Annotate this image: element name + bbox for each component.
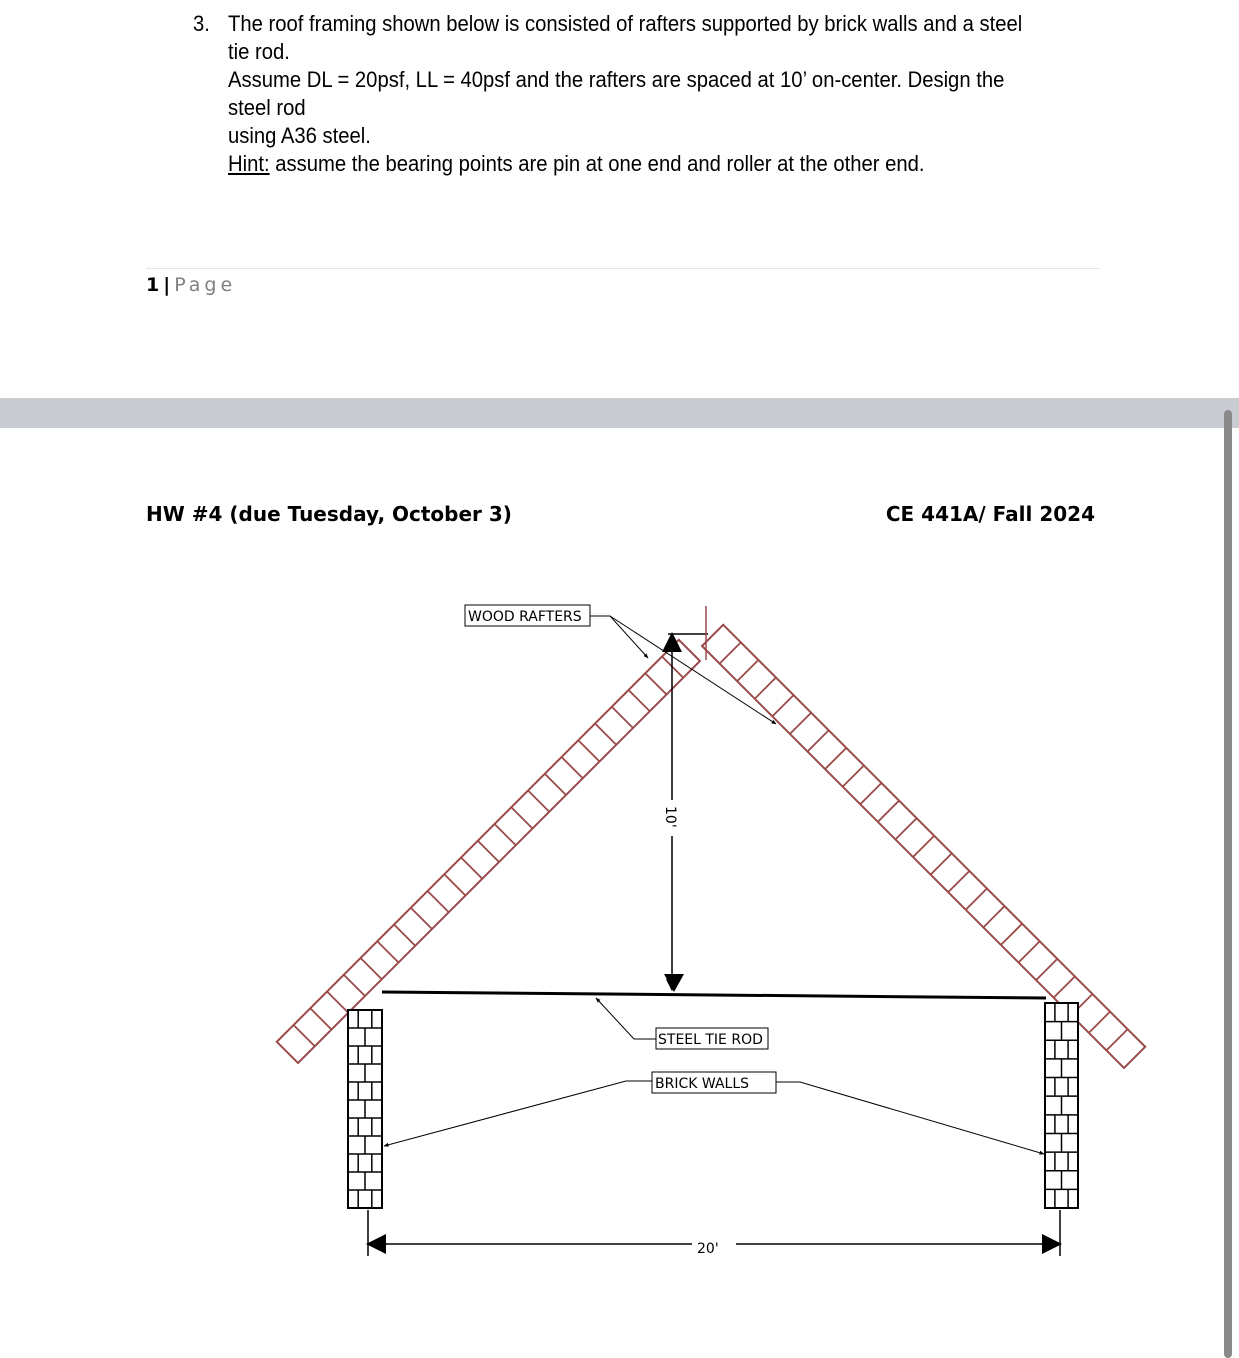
scrollbar[interactable] [1224,410,1232,1358]
span-arrow-right [1042,1234,1062,1254]
footer-separator: | [163,274,171,296]
problem-number: 3. [193,11,210,36]
wood-rafters-label: WOOD RAFTERS [468,609,582,625]
height-dimension-label: 10' [662,806,678,828]
hint-text: assume the bearing points are pin at one end and roller at the other end. [269,151,925,176]
height-arrow-bottom [664,974,684,992]
brick-walls-leader-left [384,1081,652,1146]
brick-walls-label: BRICK WALLS [655,1076,750,1092]
steel-tie-rod-label: STEEL TIE ROD [658,1032,763,1048]
problem-line-1: The roof framing shown below is consisted of rafters supported by brick walls and a steel tie rod. [228,11,1023,64]
span-arrow-left [366,1234,386,1254]
hint-label: Hint: [228,151,270,176]
steel-tie-rod-leader [596,998,656,1039]
header-course-code: CE 441A/ Fall 2024 [885,502,1095,526]
header-course-hw: HW #4 (due Tuesday, October 3) [146,502,512,526]
problem-line-2: Assume DL = 20psf, LL = 40psf and the rafters are spaced at 10’ on-center. Design the steel rod [228,67,1005,120]
wood-rafters [277,625,1145,1068]
footer-page-word: Page [174,274,237,296]
span-dimension-label: 20' [697,1241,719,1257]
steel-tie-rod [382,992,1046,998]
footer-page-number: 1 [146,274,160,296]
problem-line-3: using A36 steel. [228,123,371,148]
brick-walls-leader-right [776,1082,1044,1154]
